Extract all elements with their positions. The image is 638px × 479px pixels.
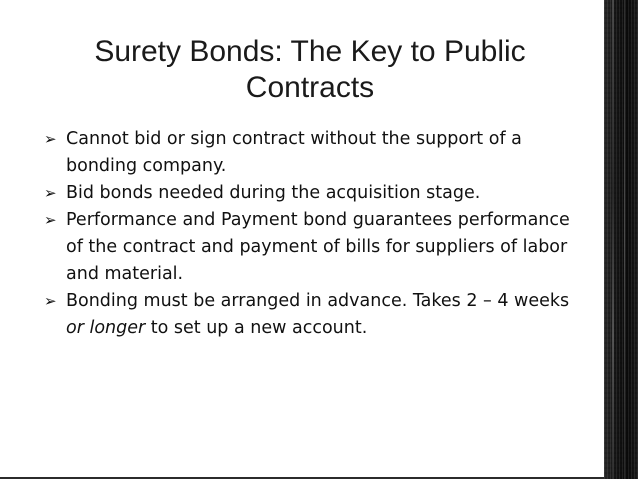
bullet-item-3 (44, 207, 592, 288)
arrow-bullet-icon: ➢ (44, 211, 57, 229)
bullet-text-emphasis: or longer (66, 318, 146, 338)
bullet-text: Bid bonds needed during the acquisition stage. (66, 183, 481, 203)
bullet-item-4 (44, 288, 592, 342)
arrow-bullet-icon: ➢ (44, 292, 57, 310)
bullet-item-2 (44, 180, 592, 207)
bullet-text-before: Bonding must be arranged in advance. Takes 2 – 4 weeks (66, 291, 570, 311)
bullet-list (44, 126, 592, 342)
slide-title (0, 34, 620, 106)
bullet-text: Cannot bid or sign contract without the support of a bonding company. (66, 129, 522, 176)
title-line-1: Surety Bonds: The Key to Public (94, 35, 526, 68)
arrow-bullet-icon: ➢ (44, 130, 57, 148)
arrow-bullet-icon: ➢ (44, 184, 57, 202)
bullet-text-after: to set up a new account. (145, 318, 368, 338)
title-line-2: Contracts (245, 71, 375, 104)
bullet-text: Performance and Payment bond guarantees performance of the contract and payment of bills for suppliers of labor and material. (66, 210, 570, 284)
bullet-item-1 (44, 126, 592, 180)
